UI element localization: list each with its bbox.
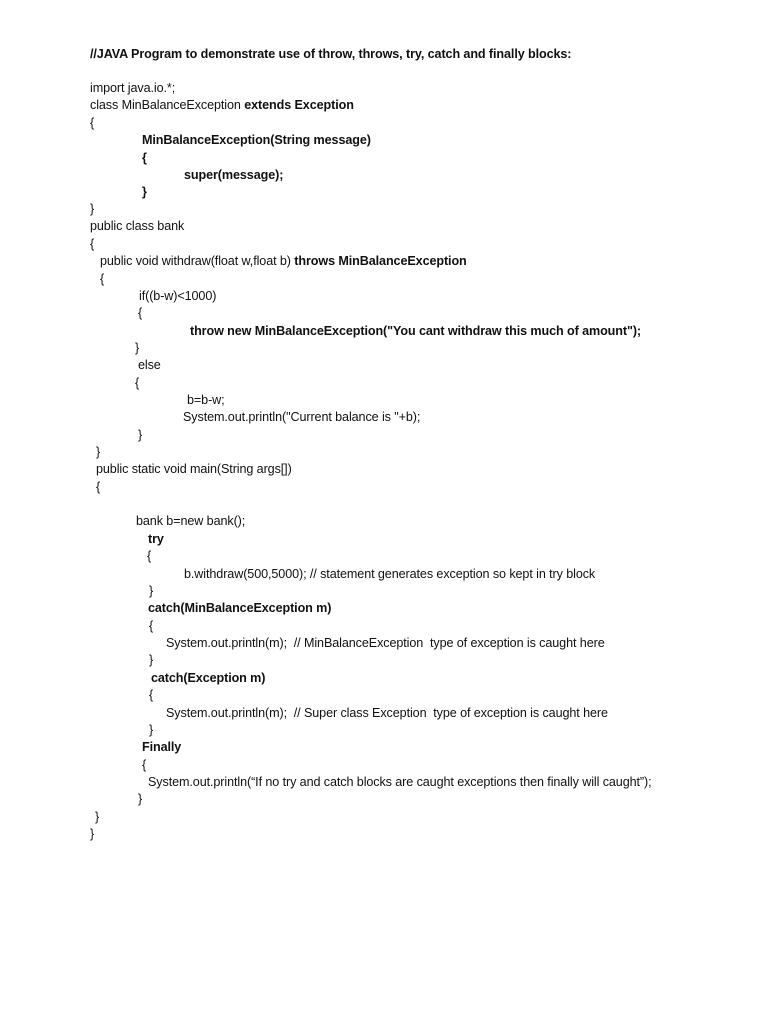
code-line: } [90, 827, 95, 841]
code-line [90, 97, 354, 113]
code-line: { [138, 306, 143, 320]
code-line: { [142, 758, 147, 772]
code-line: { [142, 151, 147, 165]
code-line: b.withdraw(500,5000); // statement generates exception so kept in try block [184, 567, 596, 581]
code-line [100, 253, 467, 269]
code-text: public void withdraw(float w,float b) [100, 254, 295, 268]
code-line: } [138, 428, 143, 442]
code-line: } [138, 792, 143, 806]
code-keyword: throws MinBalanceException [294, 254, 467, 268]
code-line: } [96, 445, 101, 459]
code-keyword: extends Exception [244, 98, 354, 112]
code-line: if((b-w)<1000) [139, 289, 217, 303]
code-line: Finally [142, 740, 182, 754]
code-line: } [142, 185, 147, 199]
code-line: { [100, 272, 105, 286]
code-line: } [149, 584, 154, 598]
document-heading: //JAVA Program to demonstrate use of throw, throws, try, catch and finally blocks: [90, 47, 572, 61]
code-line: { [149, 619, 154, 633]
code-line: public static void main(String args[]) [96, 462, 292, 476]
code-line: } [149, 653, 154, 667]
code-line: { [96, 480, 101, 494]
code-line: } [135, 341, 140, 355]
code-line: System.out.println(m); // Super class Exception type of exception is caught here [166, 706, 608, 720]
code-line: { [90, 237, 95, 251]
code-line: { [147, 549, 152, 563]
code-line: } [149, 723, 154, 737]
code-line: else [138, 358, 161, 372]
code-line: { [90, 116, 95, 130]
code-line: catch(Exception m) [151, 671, 266, 685]
code-line: super(message); [184, 168, 284, 182]
code-line: MinBalanceException(String message) [142, 133, 371, 147]
code-line: { [149, 688, 154, 702]
code-line: } [90, 202, 95, 216]
code-text: class MinBalanceException [90, 98, 245, 112]
code-line: throw new MinBalanceException("You cant withdraw this much of amount"); [190, 324, 642, 338]
code-line: public class bank [90, 219, 185, 233]
code-line: try [148, 532, 164, 546]
code-line: System.out.println(“If no try and catch blocks are caught exceptions then finally will caught”); [148, 775, 652, 789]
code-line: b=b-w; [187, 393, 225, 407]
code-line: } [95, 810, 100, 824]
code-line: import java.io.*; [90, 81, 176, 95]
code-line: System.out.println("Current balance is "+b); [183, 410, 421, 424]
code-line: bank b=new bank(); [136, 514, 246, 528]
code-line: catch(MinBalanceException m) [148, 601, 332, 615]
code-line: { [135, 376, 140, 390]
code-line: System.out.println(m); // MinBalanceException type of exception is caught here [166, 636, 605, 650]
